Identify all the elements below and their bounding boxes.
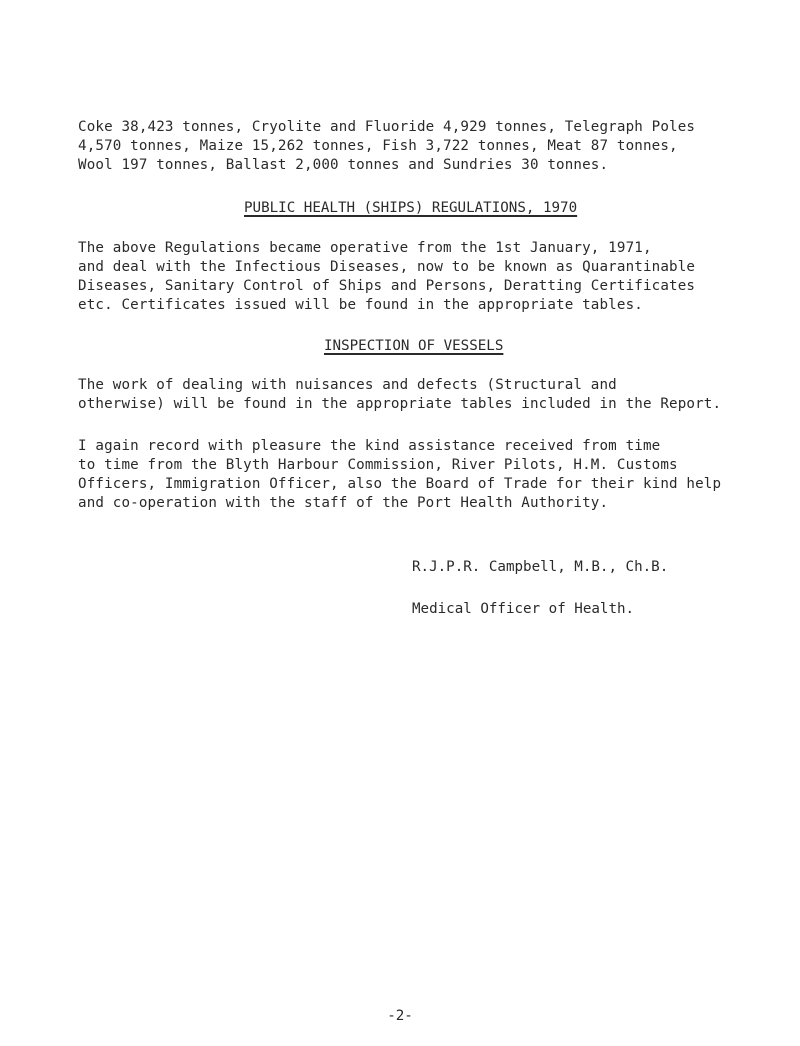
signature-title: Medical Officer of Health. — [412, 601, 635, 617]
inspection-paragraph: The work of dealing with nuisances and defects (Structural and otherwise) will be found in the appropriate tables included in the Report. — [78, 377, 722, 412]
regulations-paragraph: The above Regulations became operative from the 1st January, 1971, and deal with the Infectious Diseases, now to be known as Quarantinable Diseases, Sanitary Control of Ships and Persons, Deratting Certificates etc. Certificates issued will be found in the appropriate tables. — [78, 240, 696, 313]
regulations-heading: PUBLIC HEALTH (SHIPS) REGULATIONS, 1970 — [244, 200, 578, 216]
cargo-paragraph: Coke 38,423 tonnes, Cryolite and Fluoride 4,929 tonnes, Telegraph Poles 4,570 tonnes, Maize 15,262 tonnes, Fish 3,722 tonnes, Meat 87 tonnes, Wool 197 tonnes, Ballast 2,000 tonnes and Sundries 30 tonnes. — [78, 119, 696, 173]
inspection-heading: INSPECTION OF VESSELS — [324, 338, 504, 354]
acknowledgement-paragraph: I again record with pleasure the kind assistance received from time to time from the Blyth Harbour Commission, River Pilots, H.M. Customs Officers, Immigration Officer, also the Board of Trade for their kind help and co-operation with the staff of the Port Health Authority. — [78, 438, 722, 511]
page-number: -2- — [387, 1008, 413, 1024]
signature-name: R.J.P.R. Campbell, M.B., Ch.B. — [412, 559, 669, 575]
signature-block — [412, 536, 668, 641]
